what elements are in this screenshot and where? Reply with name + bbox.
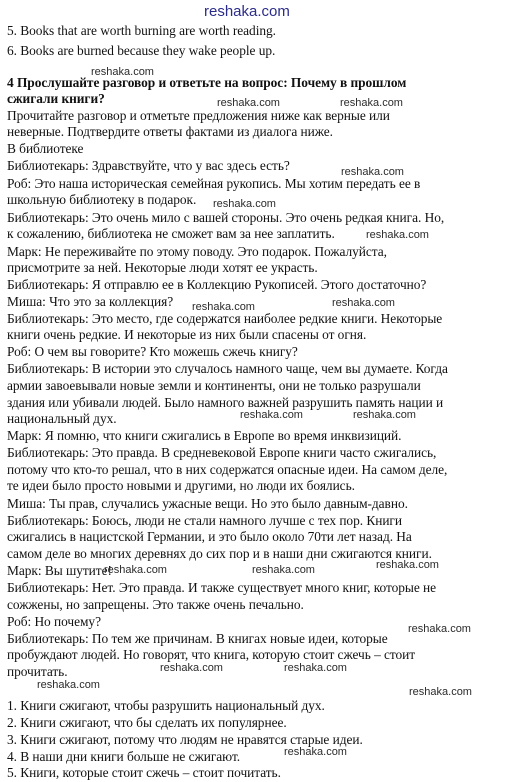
watermark: reshaka.com xyxy=(340,97,403,109)
watermark: reshaka.com xyxy=(332,297,395,309)
dialogue-line: Библиотекарь: Это очень мило с вашей стороны. Это очень редкая книга. Но, xyxy=(7,210,445,225)
dialogue-line: Библиотекарь: Нет. Это правда. И также существует много книг, которые не xyxy=(7,580,437,595)
statement-item: 5. Книги, которые стоит сжечь – стоит почитать. xyxy=(7,765,281,780)
dialogue-line: армии завоевывали новые земли и континенты, они не только разрушали xyxy=(7,378,421,393)
text-line: 6. Books are burned because they wake people up. xyxy=(7,43,276,58)
watermark: reshaka.com xyxy=(240,409,303,421)
header-watermark: reshaka.com xyxy=(204,3,290,20)
task-heading: 4 Прослушайте разговор и ответьте на вопрос: Почему в прошлом xyxy=(7,75,407,90)
watermark: reshaka.com xyxy=(160,662,223,674)
dialogue-line: к сожалению, библиотека не сможет вам за нее заплатить. xyxy=(7,226,335,241)
watermark: reshaka.com xyxy=(91,66,154,78)
statement-item: 4. В наши дни книги больше не сжигают. xyxy=(7,749,241,764)
dialogue-line: те идеи было просто новыми и другими, но люди их боялись. xyxy=(7,478,355,493)
watermark: reshaka.com xyxy=(366,229,429,241)
dialogue-line: школьную библиотеку в подарок. xyxy=(7,192,197,207)
dialogue-line: пробуждают людей. Но говорят, что книга, которую стоит сжечь – стоит xyxy=(7,647,416,662)
dialogue-line: Марк: Не переживайте по этому поводу. Это подарок. Пожалуйста, xyxy=(7,244,387,259)
dialogue-line: книги очень редкие. И некоторые из них были спасены от огня. xyxy=(7,327,367,342)
dialogue-line: Миша: Ты прав, случались ужасные вещи. Но это было давным-давно. xyxy=(7,496,408,511)
text-line: Прочитайте разговор и отметьте предложения ниже как верные или xyxy=(7,108,390,123)
dialogue-line: Роб: Но почему? xyxy=(7,614,101,629)
dialogue-line: Марк: Я помню, что книги сжигались в Европе во время инквизиций. xyxy=(7,428,402,443)
statement-item: 3. Книги сжигают, потому что людям не нравятся старые идеи. xyxy=(7,732,363,747)
text-line: 5. Books that are worth burning are worth reading. xyxy=(7,23,276,38)
dialogue-line: Библиотекарь: Я отправлю ее в Коллекцию Рукописей. Этого достаточно? xyxy=(7,277,427,292)
watermark: reshaka.com xyxy=(284,746,347,758)
dialogue-line: прочитать. xyxy=(7,664,68,679)
text-line: неверные. Подтвердите ответы фактами из диалога ниже. xyxy=(7,124,333,139)
dialogue-line: присмотрите за ней. Некоторые люди хотят ее украсть. xyxy=(7,260,318,275)
watermark: reshaka.com xyxy=(353,409,416,421)
watermark: reshaka.com xyxy=(37,679,100,691)
dialogue-line: потому что кто-то решал, что в них содержатся опасные идеи. На самом деле, xyxy=(7,462,448,477)
dialogue-line: здания или убивали людей. Было намного важней разрушить память нации и xyxy=(7,395,444,410)
watermark: reshaka.com xyxy=(376,559,439,571)
watermark: reshaka.com xyxy=(192,301,255,313)
dialogue-line: самом деле во многих деревнях до сих пор и в наши дни сжигаются книги. xyxy=(7,546,432,561)
watermark: reshaka.com xyxy=(284,662,347,674)
dialogue-line: Роб: Это наша историческая семейная рукопись. Мы хотим передать ее в xyxy=(7,176,421,191)
dialogue-line: сожжены, но запрещены. Это также очень печально. xyxy=(7,597,304,612)
dialogue-line: Библиотекарь: Это правда. В средневековой Европе книги часто сжигались, xyxy=(7,445,437,460)
dialogue-line: Библиотекарь: Боюсь, люди не стали намного лучше с тех пор. Книги xyxy=(7,513,402,528)
dialogue-line: Роб: О чем вы говорите? Кто можешь сжечь книгу? xyxy=(7,344,298,359)
watermark: reshaka.com xyxy=(408,623,471,635)
dialogue-line: Библиотекарь: Это место, где содержатся наиболее редкие книги. Некоторые xyxy=(7,311,443,326)
watermark: reshaka.com xyxy=(252,564,315,576)
statement-item: 1. Книги сжигают, чтобы разрушить национальный дух. xyxy=(7,698,325,713)
task-heading: сжигали книги? xyxy=(7,91,105,106)
text-line: В библиотеке xyxy=(7,141,84,156)
dialogue-line: Библиотекарь: Здравствуйте, что у вас здесь есть? xyxy=(7,158,290,173)
dialogue-line: Библиотекарь: В истории это случалось намного чаще, чем вы думаете. Когда xyxy=(7,361,448,376)
watermark: reshaka.com xyxy=(104,564,167,576)
statement-item: 2. Книги сжигают, что бы сделать их популярнее. xyxy=(7,715,287,730)
dialogue-line: сжигались в нацистской Германии, и это было около 70ти лет назад. На xyxy=(7,529,412,544)
watermark: reshaka.com xyxy=(217,97,280,109)
watermark: reshaka.com xyxy=(341,166,404,178)
watermark: reshaka.com xyxy=(409,686,472,698)
watermark: reshaka.com xyxy=(213,198,276,210)
dialogue-line: Марк: Вы шутите! xyxy=(7,563,112,578)
dialogue-line: Миша: Что это за коллекция? xyxy=(7,294,174,309)
dialogue-line: Библиотекарь: По тем же причинам. В книгах новые идеи, которые xyxy=(7,631,388,646)
dialogue-line: национальный дух. xyxy=(7,411,117,426)
